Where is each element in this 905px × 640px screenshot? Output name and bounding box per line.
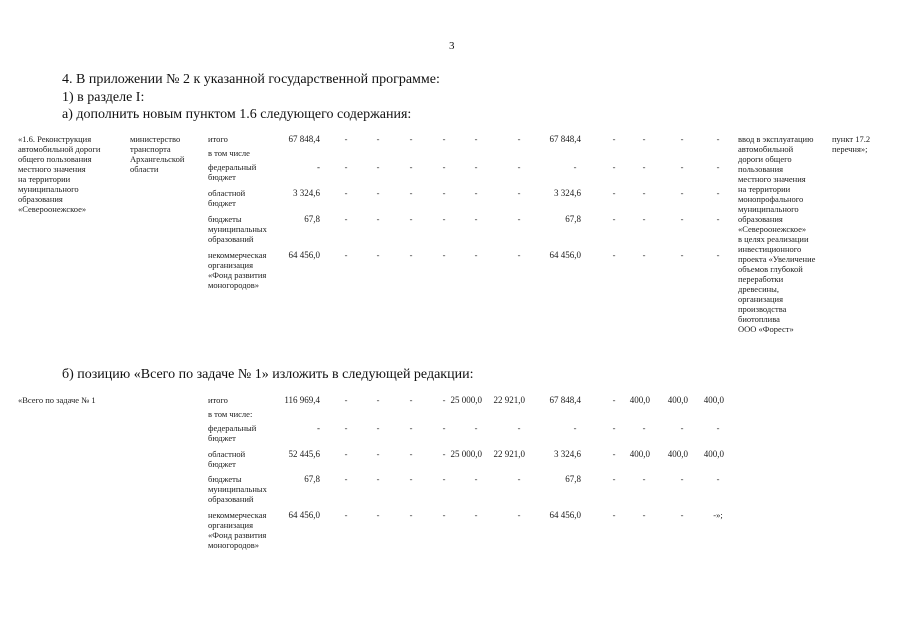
- row-value-col-6: -: [517, 250, 521, 260]
- row-value-col-6: -: [517, 162, 521, 172]
- heading-section-1: 1) в разделе I:: [62, 90, 145, 105]
- row-value-col-6: -: [517, 474, 521, 484]
- row-label: бюджеты муниципальных образований: [208, 214, 267, 244]
- row-value-col-5: -: [474, 214, 478, 224]
- row-value-col-3: -: [409, 474, 413, 484]
- row-total: 67 848,4: [288, 134, 320, 144]
- row-value-col-11: -: [716, 134, 720, 144]
- row-value-col-6: 22 921,0: [493, 449, 525, 459]
- row-value-col-2: -: [376, 188, 380, 198]
- row-value-col-1: -: [344, 423, 348, 433]
- row-value-col-1: -: [344, 134, 348, 144]
- row-value-col-9: -: [642, 134, 646, 144]
- row-value-col-10: -: [680, 162, 684, 172]
- row-value-col-4: -: [442, 395, 446, 405]
- table1-result: ввод в эксплуатацию автомобильной дороги общего пользования местного значения на территории монопрофального муниципального образования «Североонежское» в целях реализации инвестиционного проекта «Увеличение объемов глубокой переработки древесины, организация производства биотоплива ООО «Форест»: [738, 134, 816, 334]
- row-value-col-9: -: [642, 214, 646, 224]
- row-value-col-3: -: [409, 214, 413, 224]
- row-value-col-1: -: [344, 250, 348, 260]
- row-value-col-5: -: [474, 510, 478, 520]
- row-value-col-10: -: [680, 474, 684, 484]
- row-value-col-5: -: [474, 474, 478, 484]
- row-label: федеральный бюджет: [208, 162, 257, 182]
- row-value-col-10: 400,0: [667, 449, 688, 459]
- row-value-col-2: -: [376, 162, 380, 172]
- row-value-col-9: 400,0: [629, 449, 650, 459]
- row-value-col-8: -: [612, 395, 616, 405]
- row-value-col-5: -: [474, 423, 478, 433]
- row-value-col-7: 64 456,0: [549, 250, 581, 260]
- row-value-col-5: -: [474, 162, 478, 172]
- row-total: 67,8: [304, 214, 320, 224]
- row-value-col-2: -: [376, 510, 380, 520]
- row-value-col-5: -: [474, 250, 478, 260]
- row-value-col-8: -: [612, 188, 616, 198]
- row-value-col-3: -: [409, 250, 413, 260]
- row-label: некоммерческая организация «Фонд развития моногородов»: [208, 250, 267, 290]
- row-value-col-1: -: [344, 510, 348, 520]
- row-value-col-7: 64 456,0: [549, 510, 581, 520]
- row-label: в том числе: [208, 148, 250, 158]
- row-value-col-2: -: [376, 250, 380, 260]
- row-value-col-8: -: [612, 250, 616, 260]
- row-value-col-3: -: [409, 395, 413, 405]
- row-value-col-11: -: [716, 162, 720, 172]
- table1-link: пункт 17.2 перечня»;: [832, 134, 871, 154]
- row-value-col-8: -: [612, 423, 616, 433]
- row-label: некоммерческая организация «Фонд развития моногородов»: [208, 510, 267, 550]
- row-total: 64 456,0: [288, 250, 320, 260]
- row-value-col-11: -: [716, 188, 720, 198]
- row-total: 67,8: [304, 474, 320, 484]
- row-value-col-3: -: [409, 449, 413, 459]
- row-value-col-3: -: [409, 162, 413, 172]
- row-value-col-6: -: [517, 134, 521, 144]
- row-value-col-7: -: [573, 423, 577, 433]
- row-label: областной бюджет: [208, 449, 246, 469]
- row-value-col-5: 25 000,0: [450, 449, 482, 459]
- row-value-col-9: -: [642, 188, 646, 198]
- row-value-col-10: -: [680, 423, 684, 433]
- row-value-col-4: -: [442, 188, 446, 198]
- row-value-col-3: -: [409, 188, 413, 198]
- row-value-col-6: -: [517, 510, 521, 520]
- row-total: 116 969,4: [284, 395, 320, 405]
- row-value-col-7: 67,8: [565, 474, 581, 484]
- row-value-col-5: 25 000,0: [450, 395, 482, 405]
- row-value-col-9: -: [642, 423, 646, 433]
- row-value-col-10: -: [680, 214, 684, 224]
- row-label: федеральный бюджет: [208, 423, 257, 443]
- row-value-col-9: -: [642, 510, 646, 520]
- row-value-col-2: -: [376, 134, 380, 144]
- row-value-col-3: -: [409, 134, 413, 144]
- row-label: областной бюджет: [208, 188, 246, 208]
- table2-activity-name: «Всего по задаче № 1: [18, 395, 96, 405]
- row-value-col-9: -: [642, 162, 646, 172]
- row-value-col-7: -: [573, 162, 577, 172]
- row-total: 3 324,6: [293, 188, 320, 198]
- row-value-col-11: 400,0: [703, 395, 724, 405]
- row-value-col-10: -: [680, 250, 684, 260]
- row-value-col-11: -: [716, 250, 720, 260]
- heading-subitem-b: б) позицию «Всего по задаче № 1» изложить в следующей редакции:: [62, 367, 474, 382]
- row-value-col-1: -: [344, 214, 348, 224]
- row-value-col-10: 400,0: [667, 395, 688, 405]
- row-label: в том числе:: [208, 409, 253, 419]
- row-label: итого: [208, 134, 228, 144]
- row-value-col-1: -: [344, 474, 348, 484]
- row-value-col-8: -: [612, 474, 616, 484]
- row-value-col-4: -: [442, 162, 446, 172]
- row-value-col-8: -: [612, 214, 616, 224]
- row-value-col-9: -: [642, 474, 646, 484]
- row-total: -: [317, 162, 320, 172]
- row-value-col-7: 67 848,4: [549, 134, 581, 144]
- row-total: 64 456,0: [288, 510, 320, 520]
- row-value-col-1: -: [344, 188, 348, 198]
- row-value-col-4: -: [442, 474, 446, 484]
- row-value-col-8: -: [612, 134, 616, 144]
- row-value-col-3: -: [409, 510, 413, 520]
- row-value-col-1: -: [344, 162, 348, 172]
- row-value-col-8: -: [612, 162, 616, 172]
- row-value-col-7: 67 848,4: [549, 395, 581, 405]
- row-value-col-5: -: [474, 188, 478, 198]
- row-value-col-6: 22 921,0: [493, 395, 525, 405]
- row-value-col-11: -»;: [713, 510, 723, 520]
- row-value-col-11: -: [716, 214, 720, 224]
- row-value-col-9: 400,0: [629, 395, 650, 405]
- row-label: бюджеты муниципальных образований: [208, 474, 267, 504]
- row-value-col-7: 3 324,6: [554, 449, 581, 459]
- table1-activity-name: «1.6. Реконструкция автомобильной дороги общего пользования местного значения на территории муниципального образования «Североонежское»: [18, 134, 101, 214]
- row-value-col-5: -: [474, 134, 478, 144]
- row-value-col-8: -: [612, 510, 616, 520]
- row-value-col-6: -: [517, 188, 521, 198]
- table1-executor: министерство транспорта Архангельской области: [130, 134, 185, 174]
- row-value-col-1: -: [344, 449, 348, 459]
- row-total: -: [317, 423, 320, 433]
- heading-item-4: 4. В приложении № 2 к указанной государственной программе:: [62, 72, 440, 87]
- row-value-col-4: -: [442, 510, 446, 520]
- row-value-col-11: 400,0: [703, 449, 724, 459]
- row-value-col-6: -: [517, 423, 521, 433]
- row-value-col-6: -: [517, 214, 521, 224]
- row-value-col-2: -: [376, 214, 380, 224]
- row-value-col-11: -: [716, 474, 720, 484]
- row-value-col-9: -: [642, 250, 646, 260]
- row-value-col-4: -: [442, 449, 446, 459]
- row-label: итого: [208, 395, 228, 405]
- row-value-col-1: -: [344, 395, 348, 405]
- row-value-col-7: 67,8: [565, 214, 581, 224]
- row-value-col-10: -: [680, 510, 684, 520]
- row-value-col-10: -: [680, 134, 684, 144]
- row-value-col-4: -: [442, 214, 446, 224]
- row-value-col-4: -: [442, 134, 446, 144]
- row-value-col-2: -: [376, 449, 380, 459]
- row-value-col-4: -: [442, 423, 446, 433]
- page-number: 3: [449, 40, 455, 52]
- row-value-col-8: -: [612, 449, 616, 459]
- row-value-col-2: -: [376, 423, 380, 433]
- row-value-col-7: 3 324,6: [554, 188, 581, 198]
- row-total: 52 445,6: [288, 449, 320, 459]
- row-value-col-3: -: [409, 423, 413, 433]
- row-value-col-2: -: [376, 474, 380, 484]
- row-value-col-2: -: [376, 395, 380, 405]
- row-value-col-4: -: [442, 250, 446, 260]
- heading-subitem-a: а) дополнить новым пунктом 1.6 следующего содержания:: [62, 107, 412, 122]
- row-value-col-10: -: [680, 188, 684, 198]
- row-value-col-11: -: [716, 423, 720, 433]
